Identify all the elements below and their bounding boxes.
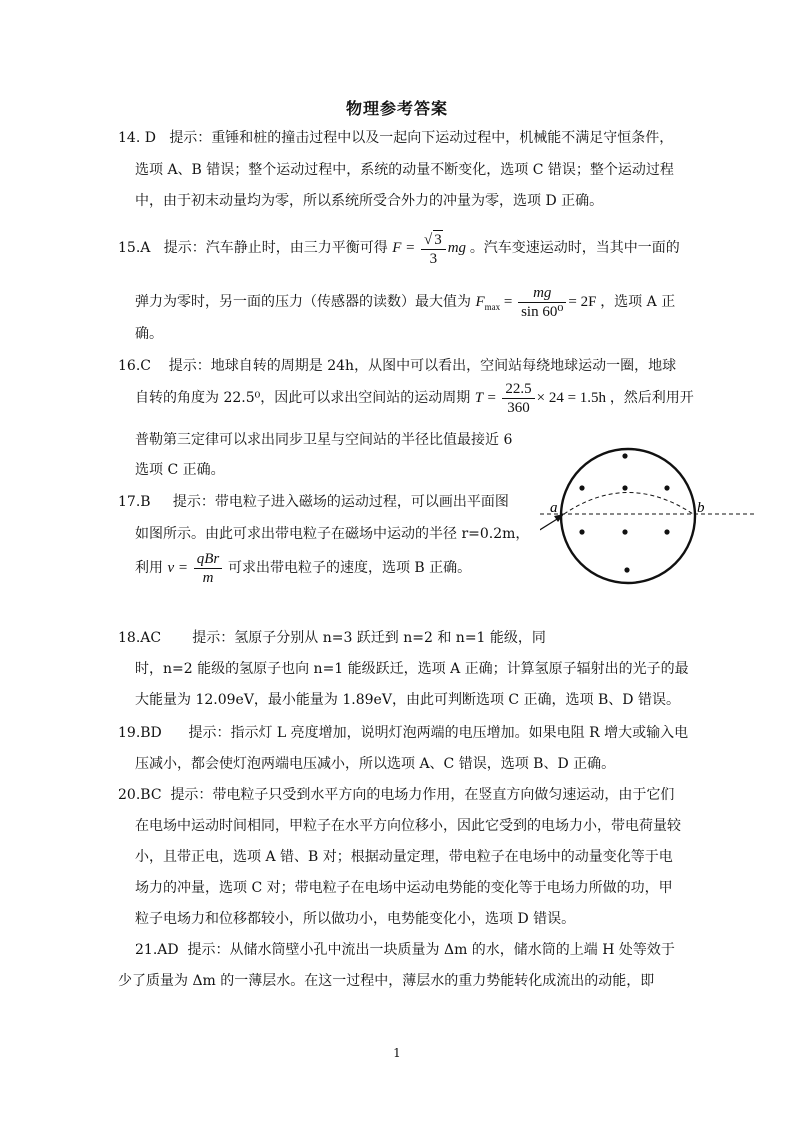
q17-text-3b: 可求出带电粒子的速度，选项 B 正确。 (227, 560, 472, 576)
field-dot (624, 567, 629, 572)
q18-text-1: 氢原子分别从 n=3 跃迁到 n=2 和 n=1 能级，同 (234, 630, 546, 646)
q16-f-lhs: T = (474, 390, 497, 406)
q14-line-2: 选项 A、B 错误；整个运动过程中，系统的动量不断变化，选项 C 错误；整个运动过程 (135, 162, 674, 178)
q20-line-3: 小，且带正电，选项 A 错、B 对；根据动量定理，带电粒子在电场中的动量变化等于电 (135, 849, 673, 865)
q17-text-1: 带电粒子进入磁场的运动过程，可以画出平面图 (214, 494, 509, 510)
q15-f2-sub: max (484, 302, 501, 312)
q20-line-1 (118, 785, 674, 805)
q17-f-num: qBr (194, 550, 223, 569)
trajectory-arc (564, 493, 693, 515)
field-dot (622, 453, 627, 458)
q18-line-3: 大能量为 12.09eV，最小能量为 1.89eV，由此可判断选项 C 正确，选项 B、D 错误。 (135, 692, 680, 708)
label-b: b (697, 500, 705, 516)
q20-line-4: 场力的冲量，选项 C 对；带电粒子在电场中运动电势能的变化等于电场力所做的功，甲 (135, 880, 673, 896)
q19-number: 19.BD (118, 725, 162, 741)
field-dot (664, 529, 669, 534)
q15-f1-sqrt: 3 (434, 231, 442, 248)
q16-line-3: 普勒第三定律可以求出同步卫星与空间站的半径比值最接近 6 (135, 432, 513, 448)
q15-text-1b: 。汽车变速运动时，当其中一面的 (469, 240, 680, 256)
q17-hint-label: 提示： (172, 494, 215, 510)
q15-formula-1 (392, 231, 470, 267)
q14-line-3: 中，由于初末动量均为零，所以系统所受合外力的冲量为零，选项 D 正确。 (135, 193, 604, 209)
q21-number: 21.AD (135, 942, 179, 958)
q15-text-1a: 汽车静止时，由三力平衡可得 (205, 240, 388, 256)
q15-text-2a: 弹力为零时，另一面的压力（传感器的读数）最大值为 (135, 294, 471, 310)
q18-line-2: 时，n=2 能级的氢原子也向 n=1 能级跃迁，选项 A 正确；计算氢原子辐射出的光子的最 (135, 661, 689, 677)
q16-f-num: 22.5 (502, 380, 534, 399)
q16-line-4: 选项 C 正确。 (135, 462, 225, 478)
q15-line-2 (135, 282, 675, 327)
field-dot (579, 485, 584, 490)
q18-line-1 (118, 628, 546, 648)
q21-text-1: 从储水筒壁小孔中流出一块质量为 Δm 的水，储水筒的上端 H 处等效于 (229, 942, 675, 958)
q20-hint-label: 提示： (170, 787, 213, 803)
q15-f2-lhs: F (475, 294, 485, 310)
q21-line-2: 少了质量为 Δm 的一薄层水。在这一过程中，薄层水的重力势能转化成流出的动能，即 (118, 973, 655, 989)
q17-f-fraction (194, 550, 223, 587)
q17-line-3 (135, 548, 471, 588)
label-a: a (550, 500, 558, 516)
q21-line-1 (135, 940, 675, 960)
q15-line-1 (118, 228, 680, 268)
q14-text-1: 重锤和桩的撞击过程中以及一起向下运动过程中，机械能不满足守恒条件， (211, 130, 674, 146)
q21-hint-label: 提示： (187, 942, 230, 958)
q14-line-1 (118, 128, 673, 148)
q14-hint-label: 提示： (169, 130, 212, 146)
field-boundary-circle (561, 449, 695, 583)
q20-text-1: 带电粒子只受到水平方向的电场力作用，在竖直方向做匀速运动，由于它们 (212, 787, 675, 803)
magnetic-field-diagram (540, 446, 760, 586)
q17-text-3a: 利用 (135, 560, 163, 576)
q15-text-2b: ，选项 A 正 (600, 294, 676, 310)
q17-number: 17.B (118, 494, 151, 510)
page-number: 1 (393, 1046, 401, 1060)
q16-text-2a: 自转的角度为 22.5⁰，因此可以求出空间站的运动周期 (135, 390, 471, 406)
q19-line-2: 压减小，都会使灯泡两端电压减小，所以选项 A、C 错误，选项 B、D 正确。 (135, 756, 616, 772)
q17-f-den: m (202, 570, 214, 587)
field-dot (579, 529, 584, 534)
q15-formula-2: $F_{max}$ = $\frac{mg}{\text{sin 60⁰}}$ = 2F (475, 285, 597, 321)
q15-f2-fraction (518, 284, 566, 321)
q15-hint-label: 提示： (163, 240, 206, 256)
q16-f-fraction (502, 380, 534, 417)
q15-f2-num: mg (518, 284, 566, 303)
q15-number: 15.A (118, 240, 151, 256)
q15-f1-tail: mg (447, 240, 467, 256)
q17-line-1 (118, 492, 509, 512)
q16-line-1 (118, 356, 676, 376)
q17-f-lhs: v = (167, 560, 188, 576)
field-dot (622, 485, 627, 490)
q15-f2-tail: = 2F (568, 294, 597, 310)
q19-hint-label: 提示： (188, 725, 231, 741)
q14-number: 14. D (118, 130, 156, 146)
q15-f1-den: 3 (429, 250, 438, 267)
q19-line-1 (118, 723, 688, 743)
page-title: 物理参考答案 (345, 99, 448, 118)
q20-line-5: 粒子电场力和位移都较小，所以做功小，电势能变化小，选项 D 错误。 (135, 911, 576, 927)
q15-f2-den: sin 60⁰ (521, 304, 564, 321)
q16-text-1: 地球自转的周期是 24h，从图中可以看出，空间站每绕地球运动一圈，地球 (210, 358, 677, 374)
q16-number: 16.C (118, 358, 151, 374)
q15-f1-lhs: F = (392, 240, 416, 256)
q16-hint-label: 提示： (168, 358, 211, 374)
q16-f-den: 360 (507, 400, 530, 417)
q17-line-2: 如图所示。由此可求出带电粒子在磁场中运动的半径 r=0.2m， (135, 526, 530, 542)
field-dot (664, 485, 669, 490)
q19-text-1: 指示灯 L 亮度增加，说明灯泡两端的电压增加。如果电阻 R 增大或输入电 (230, 725, 689, 741)
q16-text-2b: ，然后利用开 (609, 390, 694, 406)
field-dot (622, 529, 627, 534)
q16-f-tail: × 24 = 1.5h (536, 390, 607, 406)
q16-formula (474, 381, 610, 417)
q17-formula (167, 551, 228, 587)
q20-number: 20.BC (118, 787, 162, 803)
q15-f1-fraction: $\frac{√ 3}{3}$ (421, 230, 446, 268)
q15-line-3: 确。 (135, 326, 163, 342)
q18-hint-label: 提示： (192, 630, 235, 646)
q18-number: 18.AC (118, 630, 162, 646)
q20-line-2: 在电场中运动时间相同，甲粒子在水平方向位移小，因此它受到的电场力小，带电荷量较 (135, 818, 681, 834)
q16-line-2 (135, 378, 694, 418)
